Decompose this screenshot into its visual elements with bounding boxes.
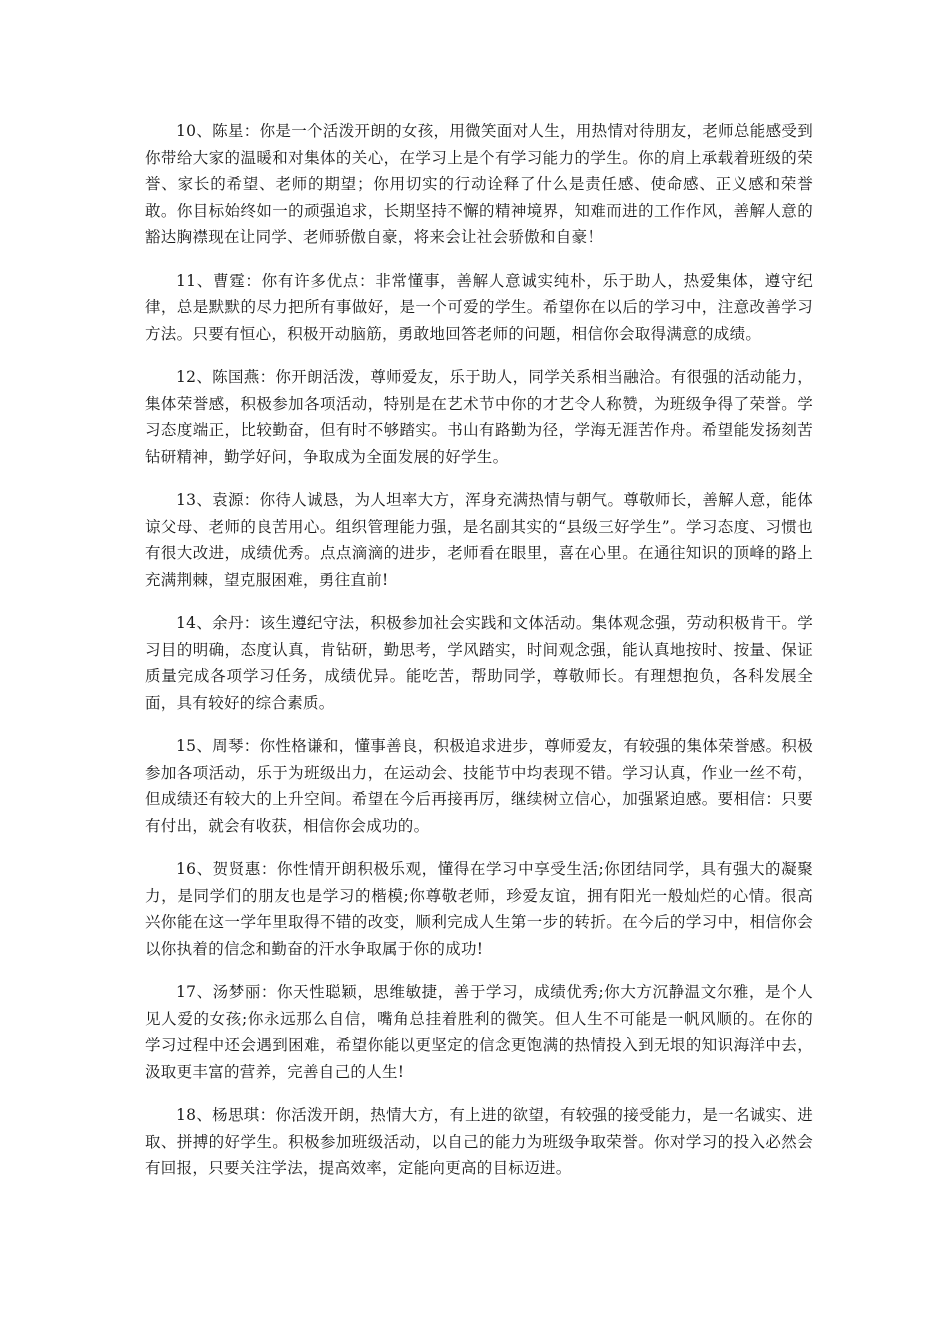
comment-paragraph-10: 10、陈星：你是一个活泼开朗的女孩，用微笑面对人生，用热情对待朋友，老师总能感受到你带给大家的温暖和对集体的关心，在学习上是个有学习能力的学生。你的肩上承载着班级的荣誉、家长的希望、老师的期望；你用切实的行动诠释了什么是责任感、使命感、正义感和荣誉敢。你目标始终如一的顽强追求，长期坚持不懈的精神境界，知难而进的工作作风，善解人意的豁达胸襟现在让同学、老师骄傲自豪，将来会让社会骄傲和自豪！	[145, 122, 813, 246]
comment-paragraph-18: 18、杨思琪：你活泼开朗，热情大方，有上进的欲望，有较强的接受能力，是一名诚实、进取、拼搏的好学生。积极参加班级活动，以自己的能力为班级争取荣誉。你对学习的投入必然会有回报，只要关注学法，提高效率，定能向更高的目标迈进。	[145, 1106, 813, 1177]
comment-paragraph-14: 14、余丹：该生遵纪守法，积极参加社会实践和文体活动。集体观念强，劳动积极肯干。学习目的明确，态度认真，肯钻研，勤思考，学风踏实，时间观念强，能认真地按时、按量、保证质量完成各项学习任务，成绩优异。能吃苦，帮助同学，尊敬师长。有理想抱负，各科发展全面，具有较好的综合素质。	[145, 614, 813, 712]
comment-paragraph-12: 12、陈国燕：你开朗活泼，尊师爱友，乐于助人，同学关系相当融洽。有很强的活动能力，集体荣誉感，积极参加各项活动，特别是在艺术节中你的才艺令人称赞，为班级争得了荣誉。学习态度端正，比较勤奋，但有时不够踏实。书山有路勤为径，学海无涯苦作舟。希望能发扬刻苦钻研精神，勤学好问，争取成为全面发展的好学生。	[145, 368, 813, 466]
comment-paragraph-15: 15、周琴：你性格谦和，懂事善良，积极追求进步，尊师爱友，有较强的集体荣誉感。积极参加各项活动，乐于为班级出力，在运动会、技能节中均表现不错。学习认真，作业一丝不苟，但成绩还有较大的上升空间。希望在今后再接再厉，继续树立信心，加强紧迫感。要相信：只要有付出，就会有收获，相信你会成功的。	[145, 737, 813, 835]
document-body	[145, 118, 813, 1199]
comment-paragraph-16: 16、贺贤惠：你性情开朗积极乐观，懂得在学习中享受生活;你团结同学，具有强大的凝聚力，是同学们的朋友也是学习的楷模;你尊敬老师，珍爱友谊，拥有阳光一般灿烂的心情。很高兴你能在这一学年里取得不错的改变，顺利完成人生第一步的转折。在今后的学习中，相信你会以你执着的信念和勤奋的汗水争取属于你的成功!	[145, 860, 813, 958]
comment-paragraph-11: 11、曹霆：你有许多优点：非常懂事，善解人意诚实纯朴，乐于助人，热爱集体，遵守纪律，总是默默的尽力把所有事做好，是一个可爱的学生。希望你在以后的学习中，注意改善学习方法。只要有恒心，积极开动脑筋，勇敢地回答老师的问题，相信你会取得满意的成绩。	[145, 271, 813, 343]
comment-paragraph-17: 17、汤梦丽：你天性聪颖，思维敏捷，善于学习，成绩优秀;你大方沉静温文尔雅，是个人见人爱的女孩;你永远那么自信，嘴角总挂着胜利的微笑。但人生不可能是一帆风顺的。在你的学习过程中还会遇到困难，希望你能以更坚定的信念更饱满的热情投入到无垠的知识海洋中去，汲取更丰富的营养，完善自己的人生!	[145, 983, 813, 1081]
comment-paragraph-13: 13、袁源：你待人诚恳，为人坦率大方，浑身充满热情与朝气。尊敬师长，善解人意，能体谅父母、老师的良苦用心。组织管理能力强，是名副其实的“县级三好学生”。学习态度、习惯也有很大改进，成绩优秀。点点滴滴的进步，老师看在眼里，喜在心里。在通往知识的顶峰的路上充满荆棘，望克服困难，勇往直前!	[145, 491, 813, 589]
